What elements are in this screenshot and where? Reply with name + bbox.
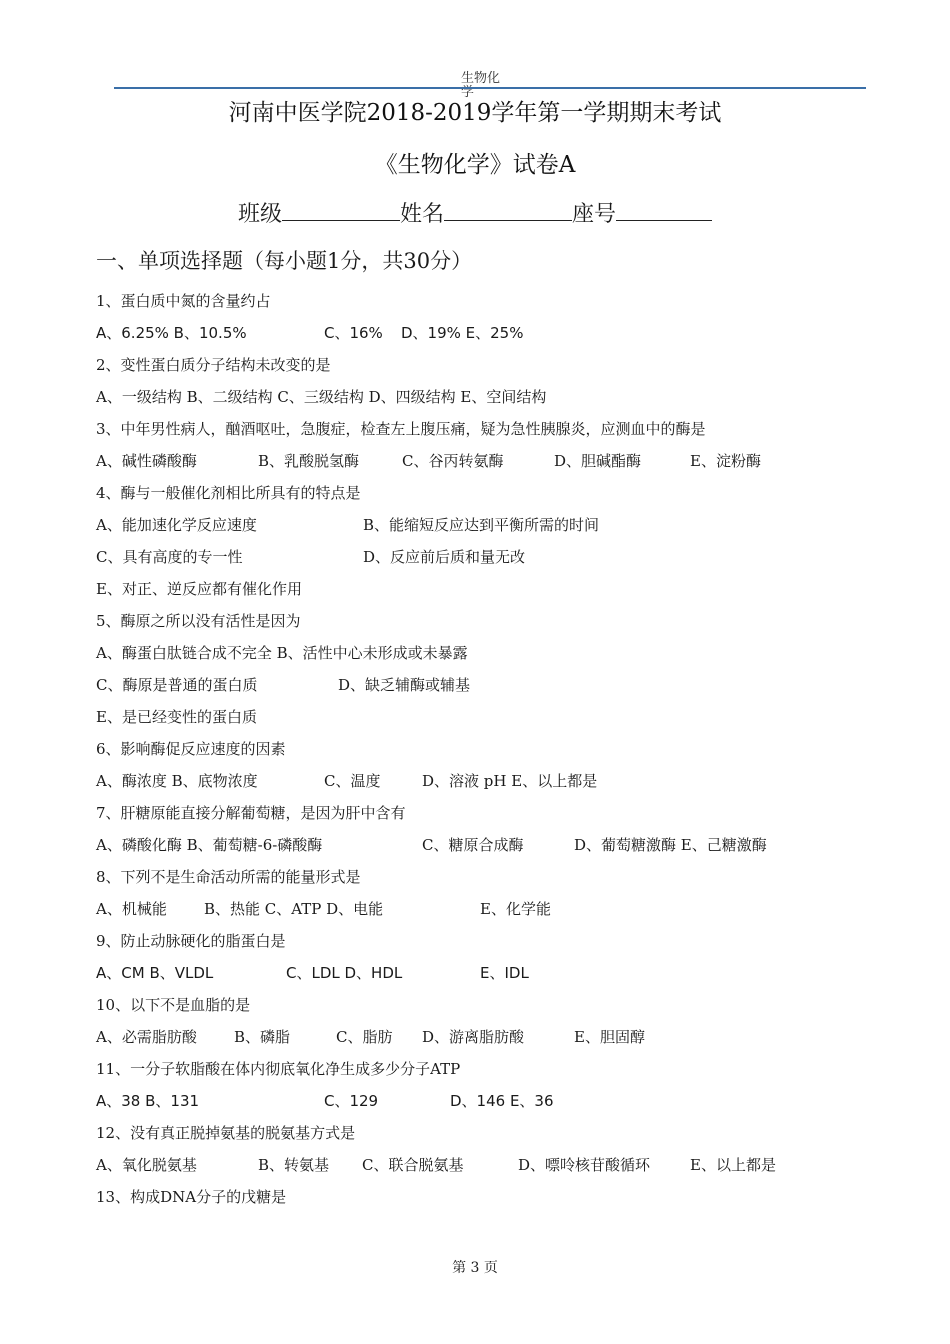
option: E、以上都是 [690, 1156, 776, 1174]
option: D、19% E、25% [401, 324, 524, 342]
question-options [96, 1154, 856, 1174]
question-stem: 8、下列不是生命活动所需的能量形式是 [96, 868, 361, 886]
name-blank [444, 200, 572, 221]
option: B、磷脂 [234, 1028, 291, 1046]
question-stem: 13、构成DNA分子的戊糖是 [96, 1188, 287, 1206]
option: C、16% [324, 324, 383, 342]
option: B、转氨基 [258, 1156, 330, 1174]
option: A、酶蛋白肽链合成不完全 B、活性中心未形成或未暴露 [96, 644, 468, 662]
question-options [96, 450, 856, 470]
question-options [96, 834, 856, 854]
question-options [96, 962, 856, 982]
seat-blank [616, 200, 712, 221]
question-options [96, 546, 856, 566]
option: C、糖原合成酶 [422, 836, 524, 854]
question-options [96, 770, 856, 790]
option: E、胆固醇 [574, 1028, 645, 1046]
option: A、38 B、131 [96, 1092, 200, 1110]
question-stem: 10、以下不是血脂的是 [96, 996, 251, 1014]
question-stem: 7、肝糖原能直接分解葡萄糖，是因为肝中含有 [96, 804, 406, 822]
option: C、脂肪 [336, 1028, 393, 1046]
option: D、葡萄糖激酶 E、己糖激酶 [574, 836, 767, 854]
seat-label: 座号 [572, 202, 617, 227]
option: A、必需脂肪酸 [96, 1028, 197, 1046]
option: C、具有高度的专一性 [96, 548, 243, 566]
option: A、CM B、VLDL [96, 964, 214, 982]
question-options [96, 514, 856, 534]
class-blank [282, 200, 400, 221]
exam-title: 河南中医学院2018-2019学年第一学期期末考试 [228, 100, 722, 126]
student-info-fields [0, 197, 950, 228]
question-stem: 4、酶与一般催化剂相比所具有的特点是 [96, 484, 361, 502]
option: D、嘌呤核苷酸循环 [518, 1156, 651, 1174]
class-label: 班级 [237, 202, 282, 227]
option: C、LDL D、HDL [286, 964, 403, 982]
option: B、能缩短反应达到平衡所需的时间 [363, 516, 600, 534]
question-stem: 11、一分子软脂酸在体内彻底氧化净生成多少分子ATP [96, 1060, 461, 1078]
option: D、胆碱酯酶 [554, 452, 642, 470]
name-label: 姓名 [399, 202, 444, 227]
option: D、缺乏辅酶或辅基 [338, 676, 471, 694]
option: A、6.25% B、10.5% [96, 324, 247, 342]
question-stem: 5、酶原之所以没有活性是因为 [96, 612, 301, 630]
option: C、129 [324, 1092, 379, 1110]
question-stem: 1、蛋白质中氮的含量约占 [96, 292, 271, 310]
option: E、IDL [480, 964, 529, 982]
option: A、磷酸化酶 B、葡萄糖-6-磷酸酶 [96, 836, 323, 854]
option: C、联合脱氨基 [362, 1156, 464, 1174]
question-options [96, 674, 856, 694]
option: D、146 E、36 [450, 1092, 554, 1110]
option: D、游离脂肪酸 [422, 1028, 525, 1046]
option: A、碱性磷酸酶 [96, 452, 197, 470]
option: C、谷丙转氨酶 [402, 452, 504, 470]
option: E、对正、逆反应都有催化作用 [96, 580, 302, 598]
option: A、一级结构 B、二级结构 C、三级结构 D、四级结构 E、空间结构 [96, 388, 547, 406]
question-options [96, 1026, 856, 1046]
section-heading: 一、单项选择题（每小题1分，共30分） [96, 249, 473, 273]
page-number: 第 3 页 [452, 1260, 498, 1276]
option: A、机械能 [96, 900, 167, 918]
option: B、热能 C、ATP D、电能 [204, 900, 384, 918]
option: D、溶液 pH E、以上都是 [422, 772, 598, 790]
question-options [96, 1090, 856, 1110]
question-stem: 9、防止动脉硬化的脂蛋白是 [96, 932, 286, 950]
option: B、乳酸脱氢酶 [258, 452, 360, 470]
question-stem: 2、变性蛋白质分子结构未改变的是 [96, 356, 331, 374]
option: C、温度 [324, 772, 381, 790]
option: A、氧化脱氨基 [96, 1156, 197, 1174]
option: E、淀粉酶 [690, 452, 761, 470]
option: A、能加速化学反应速度 [96, 516, 257, 534]
question-stem: 12、没有真正脱掉氨基的脱氨基方式是 [96, 1124, 356, 1142]
question-stem: 6、影响酶促反应速度的因素 [96, 740, 286, 758]
header-rule [114, 87, 866, 89]
header-label: 生物化学 [461, 71, 501, 100]
question-stem: 3、中年男性病人，酗酒呕吐，急腹症，检查左上腹压痛，疑为急性胰腺炎，应测血中的酶是 [96, 420, 706, 438]
option: C、酶原是普通的蛋白质 [96, 676, 258, 694]
option: E、化学能 [480, 900, 551, 918]
option: A、酶浓度 B、底物浓度 [96, 772, 258, 790]
exam-subtitle: 《生物化学》试卷A [374, 152, 576, 178]
option: E、是已经变性的蛋白质 [96, 708, 257, 726]
option: D、反应前后质和量无改 [363, 548, 526, 566]
question-options [96, 322, 856, 342]
question-options [96, 898, 856, 918]
